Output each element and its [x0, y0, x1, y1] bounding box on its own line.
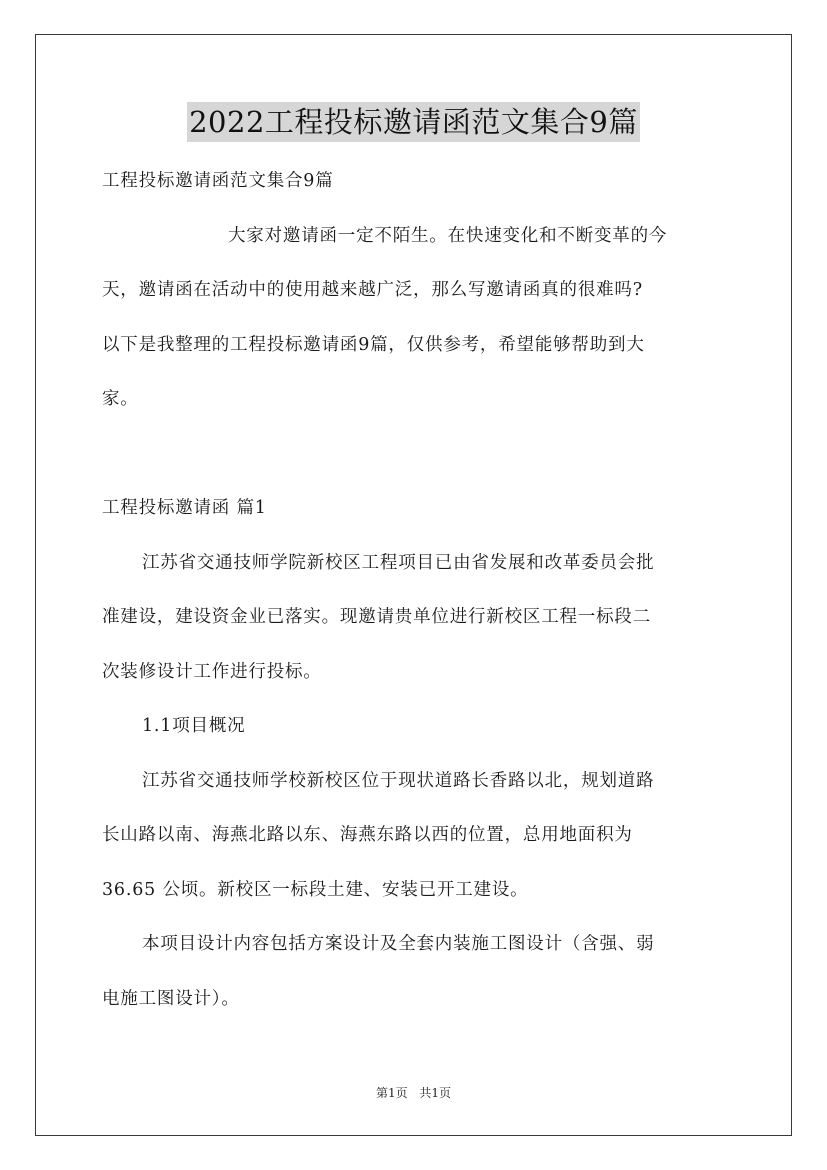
- document-title: 2022工程投标邀请函范文集合9篇: [187, 102, 640, 142]
- page-number: 第1页: [375, 1086, 408, 1100]
- subsection-heading: 1.1项目概况: [142, 716, 246, 736]
- paragraph-line: 大家对邀请函一定不陌生。在快速变化和不断变革的今: [228, 225, 668, 246]
- paragraph-line: 电施工图设计）。: [102, 988, 240, 1009]
- blank-line: [102, 441, 728, 496]
- paragraph-line: 江苏省交通技师学院新校区工程项目已由省发展和改革委员会批: [142, 552, 655, 573]
- paragraph-line: 江苏省交通技师学校新校区位于现状道路长香路以北，规划道路: [142, 770, 655, 791]
- total-pages: 共1页: [419, 1086, 452, 1100]
- section-heading: 工程投标邀请函 篇1: [102, 498, 267, 518]
- document-body: [102, 168, 728, 1040]
- paragraph-line: 以下是我整理的工程投标邀请函9篇，仅供参考，希望能够帮助到大: [102, 334, 645, 355]
- paragraph-line: 天，邀请函在活动中的使用越来越广泛，那么写邀请函真的很难吗?: [102, 280, 643, 300]
- paragraph-line: 长山路以南、海燕北路以东、海燕东路以西的位置，总用地面积为: [102, 825, 633, 845]
- paragraph-line: 次装修设计工作进行投标。: [102, 661, 322, 682]
- title-container: [0, 102, 827, 142]
- paragraph-line: 本项目设计内容包括方案设计及全套内装施工图设计（含强、弱: [142, 934, 655, 954]
- paragraph-line: 家。: [102, 389, 139, 409]
- paragraph-line: 36.65 公顷。新校区一标段土建、安装已开工建设。: [102, 879, 529, 900]
- paragraph-line: 准建设，建设资金业已落实。现邀请贵单位进行新校区工程一标段二: [102, 607, 651, 627]
- page-footer: [0, 1084, 827, 1101]
- subtitle-line: 工程投标邀请函范文集合9篇: [102, 171, 334, 191]
